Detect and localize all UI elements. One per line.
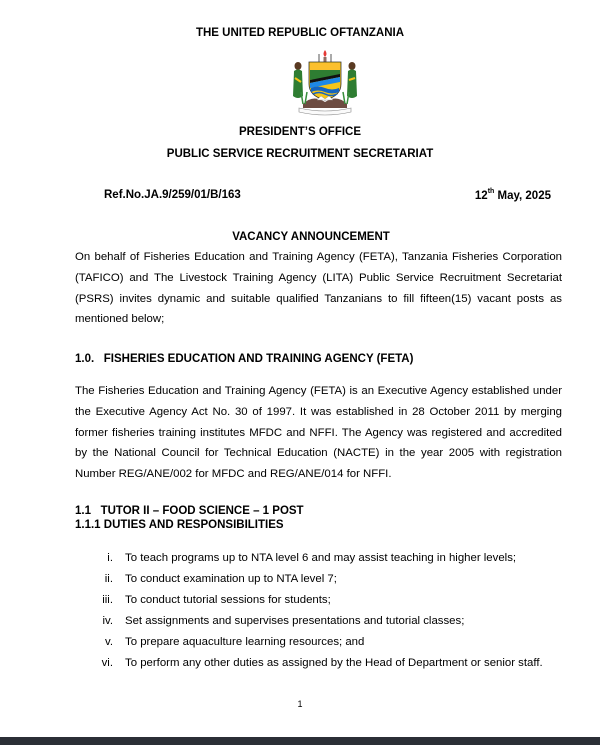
post-heading: 1.1 TUTOR II – FOOD SCIENCE – 1 POST — [75, 505, 304, 517]
section-paragraph: The Fisheries Education and Training Agency (FETA) is an Executive Agency established under the Executive Agency Act No. 30 of 1997. It was established in 28 October 2011 by merging former fisheries training institutes MFDC and NFFI. The Agency was registered and accredited by the National Council for Technical Education (NACTE) in the year 2005 with registration Number REG/ANE/002 for MFDC and REG/ANE/014 for NFFI. — [75, 385, 562, 481]
list-item: iii. To conduct tutorial sessions for students; — [102, 594, 331, 606]
announcement-title: VACANCY ANNOUNCEMENT — [232, 231, 390, 243]
viewer-bottom-bar — [0, 737, 600, 745]
document-date: 12th May, 2025 — [474, 188, 551, 202]
coat-of-arms-icon — [289, 48, 361, 116]
republic-heading: THE UNITED REPUBLIC OFTANZANIA — [195, 27, 405, 39]
secretariat-heading: PUBLIC SERVICE RECRUITMENT SECRETARIAT — [166, 148, 434, 160]
duties-list — [0, 548, 600, 674]
list-item: v. To prepare aquaculture learning resources; and — [104, 636, 365, 648]
reference-number: Ref.No.JA.9/259/01/B/163 — [104, 189, 241, 201]
list-item: i. To teach programs up to NTA level 6 and may assist teaching in higher levels; — [107, 552, 517, 564]
list-item: ii. To conduct examination up to NTA level 7; — [104, 573, 337, 585]
duties-heading: 1.1.1 DUTIES AND RESPONSIBILITIES — [75, 519, 284, 531]
intro-paragraph: On behalf of Fisheries Education and Training Agency (FETA), Tanzania Fisheries Corporation (TAFICO) and The Livestock Training Agency (LITA) Public Service Recruitment Secretariat (PSRS) invites dynamic and suitable qualified Tanzanians to fill fifteen(15) vacant posts as mentioned below; — [75, 251, 562, 326]
list-item: vi. To perform any other duties as assigned by the Head of Department or senior staff. — [101, 657, 543, 669]
page-number: 1 — [297, 699, 303, 709]
office-heading: PRESIDENT’S OFFICE — [238, 126, 362, 138]
list-item: iv. Set assignments and supervises presentations and tutorial classes; — [102, 615, 465, 627]
section-heading: 1.0. FISHERIES EDUCATION AND TRAINING AGENCY (FETA) — [75, 353, 414, 365]
